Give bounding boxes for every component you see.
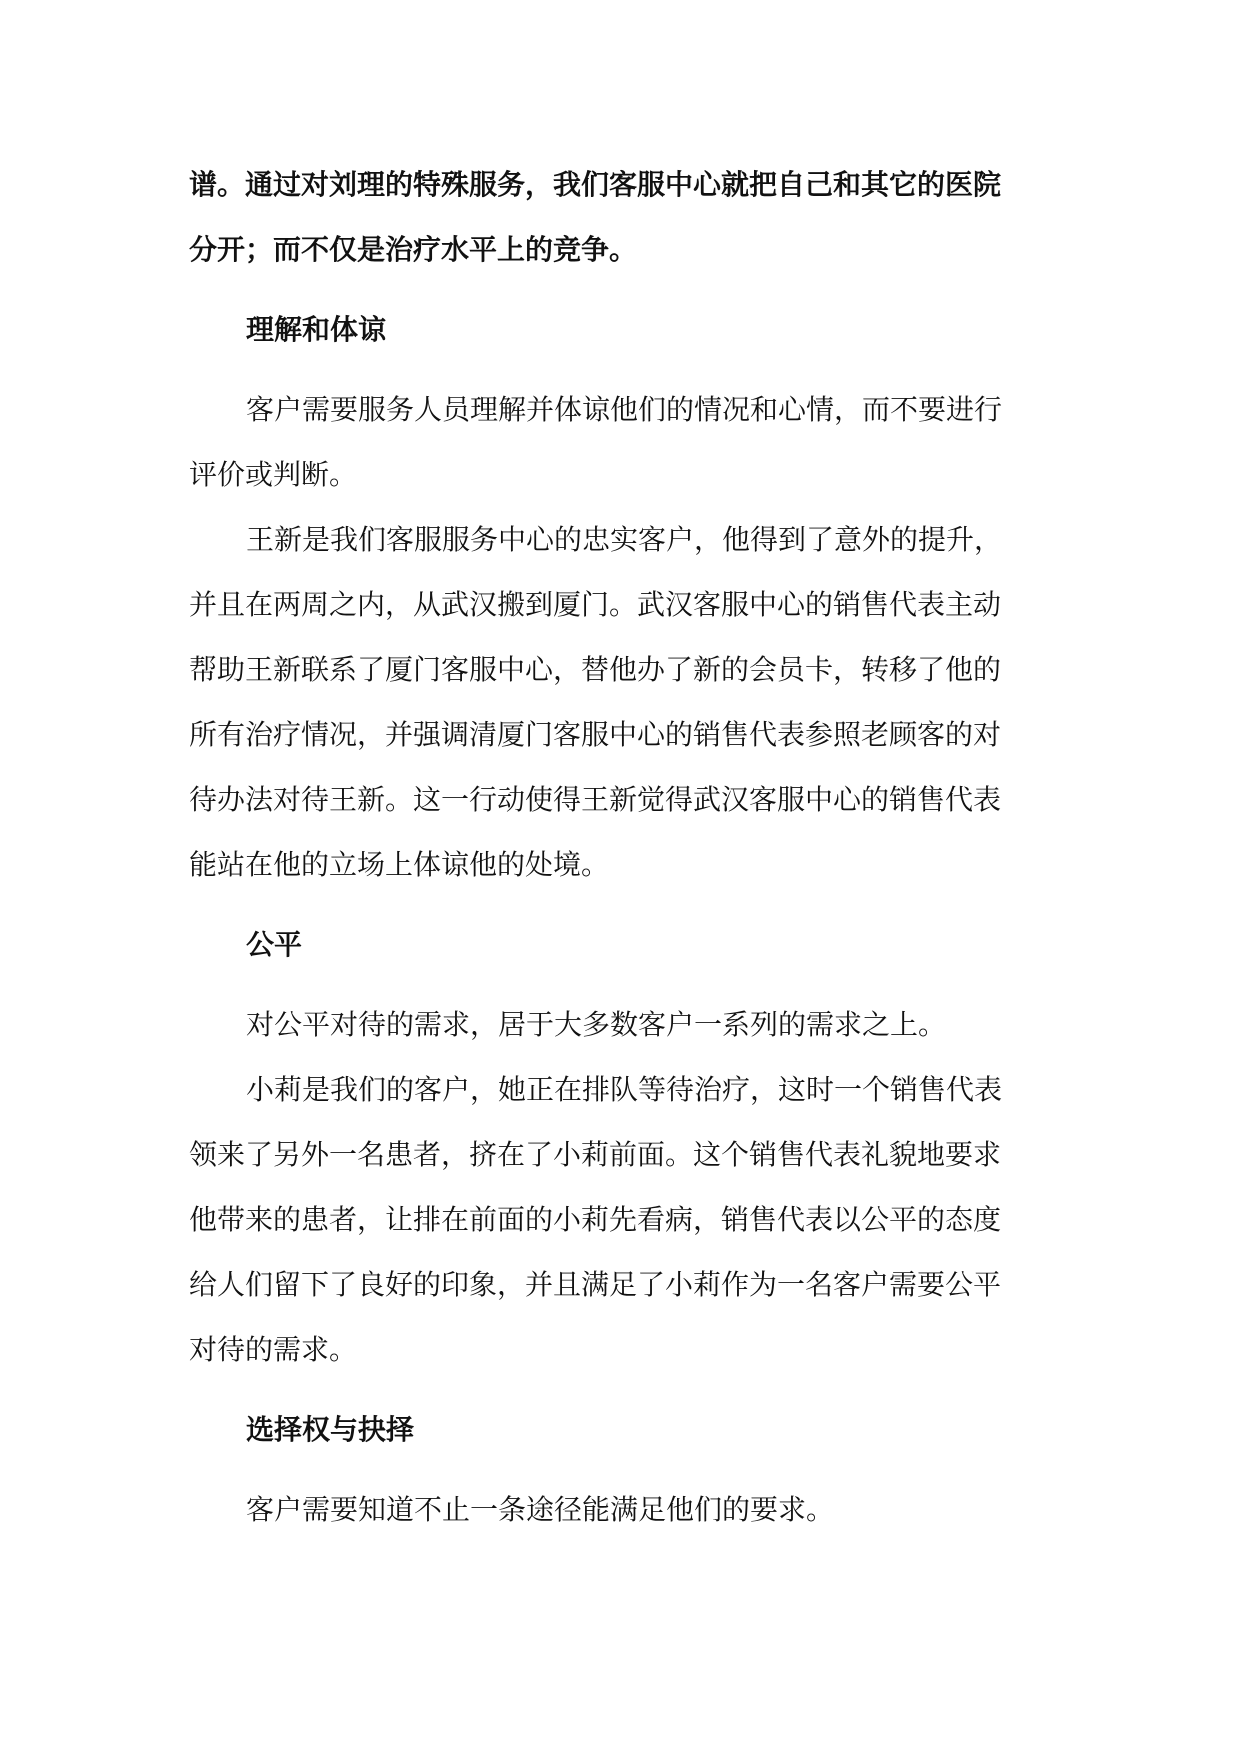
paragraph-line: 所有治疗情况，并强调清厦门客服中心的销售代表参照老顾客的对 [189, 718, 1002, 751]
section-heading: 理解和体谅 [246, 313, 387, 346]
paragraph-line: 客户需要知道不止一条途径能满足他们的要求。 [246, 1493, 835, 1526]
paragraph-line: 客户需要服务人员理解并体谅他们的情况和心情，而不要进行 [246, 393, 1003, 426]
paragraph-line: 对公平对待的需求，居于大多数客户一系列的需求之上。 [246, 1008, 947, 1041]
paragraph-line: 能站在他的立场上体谅他的处境。 [189, 848, 610, 881]
intro-line: 谱。通过对刘理的特殊服务，我们客服中心就把自己和其它的医院 [189, 168, 1002, 201]
section-heading: 公平 [246, 928, 303, 961]
paragraph-line: 小莉是我们的客户，她正在排队等待治疗，这时一个销售代表 [246, 1073, 1003, 1106]
paragraph-line: 对待的需求。 [189, 1333, 358, 1366]
paragraph-line: 评价或判断。 [189, 458, 358, 491]
intro-line: 分开；而不仅是治疗水平上的竞争。 [189, 233, 638, 266]
document-body [189, 152, 1039, 1542]
paragraph-line: 给人们留下了良好的印象，并且满足了小莉作为一名客户需要公平 [189, 1268, 1002, 1301]
paragraph-line: 王新是我们客服服务中心的忠实客户，他得到了意外的提升， [246, 523, 1003, 556]
paragraph-line: 待办法对待王新。这一行动使得王新觉得武汉客服中心的销售代表 [189, 783, 1002, 816]
paragraph-line: 他带来的患者，让排在前面的小莉先看病，销售代表以公平的态度 [189, 1203, 1002, 1236]
paragraph-line: 并且在两周之内，从武汉搬到厦门。武汉客服中心的销售代表主动 [189, 588, 1002, 621]
paragraph-line: 领来了另外一名患者，挤在了小莉前面。这个销售代表礼貌地要求 [189, 1138, 1002, 1171]
section-heading: 选择权与抉择 [246, 1413, 415, 1446]
paragraph-line: 帮助王新联系了厦门客服中心，替他办了新的会员卡，转移了他的 [189, 653, 1002, 686]
